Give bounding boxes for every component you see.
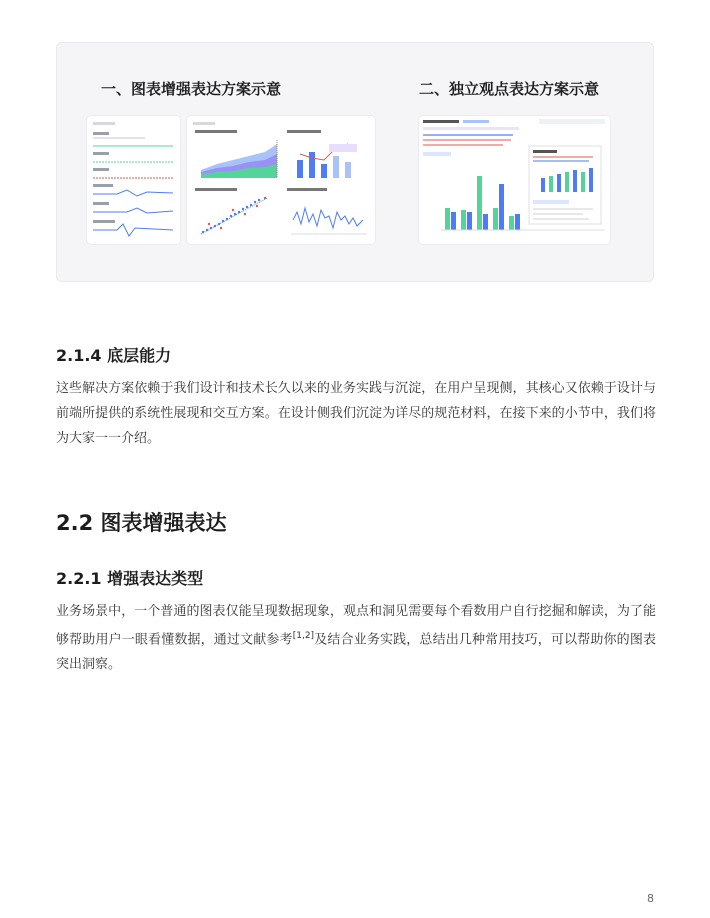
paragraph-text-before-reference: 业务场景中，一个普通的图表仅能呈现数据现象，观点和洞见需要每个看数用户自行挖掘和解读，为了能够帮助用户一眼看懂数据，通过文献参考	[56, 604, 656, 648]
section-heading-2-2: 2.2 图表增强表达	[56, 511, 227, 535]
section-2-1-4-paragraph: 这些解决方案依赖于我们设计和技术长久以来的业务实践与沉淀，在用户呈现侧，其核心又依赖于设计与前端所提供的系统性展现和交互方案。在设计侧我们沉淀为详尽的规范材料，在接下来的小节中，我们将为大家一一介绍。	[56, 381, 656, 446]
paragraph-text-after-reference: 及结合业务实践，总结出几种常用技巧，可以帮助你的图表突出洞察。	[56, 632, 656, 673]
chart-dashboard-thumbnail	[187, 116, 375, 244]
section-heading-2-1-4: 2.1.4 底层能力	[56, 346, 172, 365]
section-2-2-1-paragraph	[56, 599, 656, 677]
page-number: 8	[647, 892, 654, 905]
section-heading-2-2-1: 2.2.1 增强表达类型	[56, 569, 204, 588]
figure-caption-right: 二、独立观点表达方案示意	[419, 80, 600, 98]
insight-view-illustration	[419, 116, 610, 244]
figure-caption-left: 一、图表增强表达方案示意	[101, 80, 282, 98]
insight-view-thumbnail	[419, 116, 610, 244]
sparkline-list-thumbnail	[87, 116, 180, 244]
sparkline-list-illustration	[87, 116, 180, 244]
reference-citation: [1,2]	[292, 631, 315, 641]
chart-dashboard-illustration	[187, 116, 375, 244]
